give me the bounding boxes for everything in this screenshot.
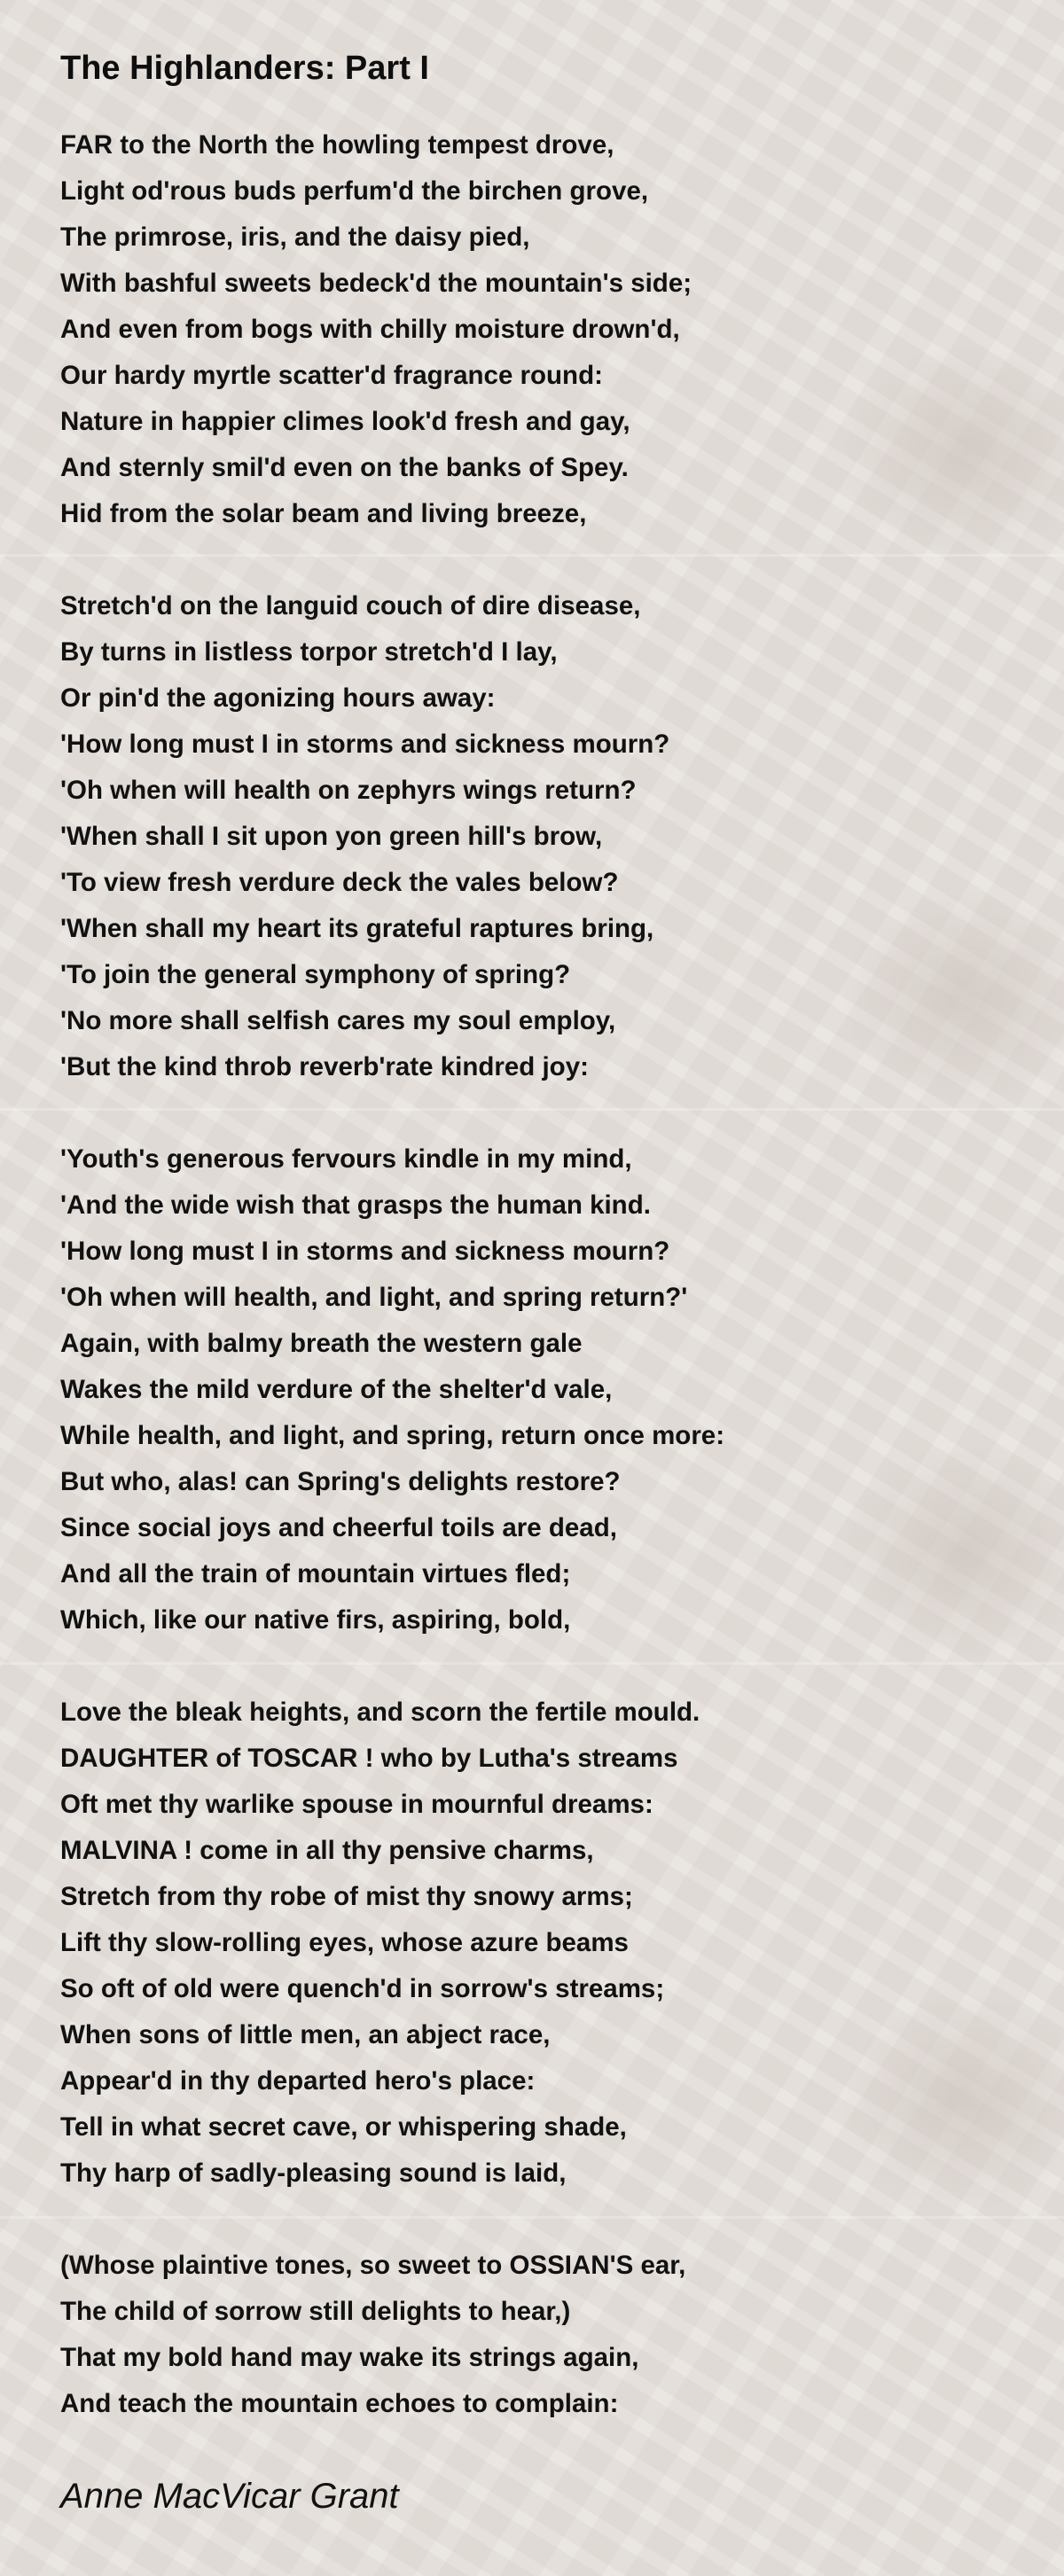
poem-line: Which, like our native firs, aspiring, bold, (60, 1605, 571, 1635)
poem-line: Since social joys and cheerful toils are dead, (60, 1513, 617, 1542)
poem-title: The Highlanders: Part I (60, 50, 429, 87)
poem-line: The primrose, iris, and the daisy pied, (60, 222, 530, 252)
poem-line: Or pin'd the agonizing hours away: (60, 683, 496, 713)
poem-line: 'When shall I sit upon yon green hill's brow, (60, 822, 603, 851)
poem-line: With bashful sweets bedeck'd the mountain's side; (60, 269, 692, 298)
poem-line: And teach the mountain echoes to complain: (60, 2389, 619, 2418)
poem-line: Wakes the mild verdure of the shelter'd vale, (60, 1375, 613, 1404)
poem-line: So oft of old were quench'd in sorrow's streams; (60, 1974, 665, 2003)
poem-stanza (60, 2243, 1036, 2427)
poem-line: When sons of little men, an abject race, (60, 2020, 551, 2049)
poem-line: 'How long must I in storms and sickness mourn? (60, 730, 670, 759)
poem-line: Hid from the solar beam and living breeze, (60, 499, 587, 528)
poem-line: Our hardy myrtle scatter'd fragrance round: (60, 361, 603, 390)
poem-line: Stretch from thy robe of mist thy snowy arms; (60, 1882, 633, 1911)
poem-line: 'Oh when will health, and light, and spring return?' (60, 1283, 688, 1312)
poem-line: 'But the kind throb reverb'rate kindred joy: (60, 1052, 589, 1081)
poem-line: MALVINA ! come in all thy pensive charms, (60, 1836, 594, 1865)
poem-line: 'Oh when will health on zephyrs wings return? (60, 776, 637, 805)
poem-line: 'How long must I in storms and sickness mourn? (60, 1237, 670, 1266)
poem-container (60, 46, 1036, 2519)
poem-line: Appear'd in thy departed hero's place: (60, 2066, 536, 2096)
poem-line: Stretch'd on the languid couch of dire disease, (60, 591, 641, 621)
poem-line: That my bold hand may wake its strings again, (60, 2343, 639, 2372)
poem-line: 'When shall my heart its grateful raptures bring, (60, 914, 654, 943)
poem-line: Thy harp of sadly-pleasing sound is laid, (60, 2158, 567, 2188)
poem-author: Anne MacVicar Grant (60, 2477, 399, 2516)
poem-line: By turns in listless torpor stretch'd I lay, (60, 637, 558, 667)
poem-line: 'To join the general symphony of spring? (60, 960, 571, 989)
poem-line: 'Youth's generous fervours kindle in my mind, (60, 1144, 632, 1174)
poem-line: FAR to the North the howling tempest drove, (60, 130, 614, 160)
poem-line: But who, alas! can Spring's delights restore? (60, 1467, 621, 1496)
poem-line: (Whose plaintive tones, so sweet to OSSIAN'S ear, (60, 2251, 686, 2280)
poem-line: And sternly smil'd even on the banks of Spey. (60, 453, 629, 482)
poem-line: Lift thy slow-rolling eyes, whose azure beams (60, 1928, 629, 1957)
poem-line: While health, and light, and spring, return once more: (60, 1421, 725, 1450)
poem-stanza (60, 122, 1036, 537)
poem-line: Love the bleak heights, and scorn the fertile mould. (60, 1698, 700, 1727)
poem-body (60, 122, 1036, 2427)
poem-line: Light od'rous buds perfum'd the birchen grove, (60, 176, 649, 206)
poem-stanza (60, 1690, 1036, 2197)
poem-stanza (60, 1136, 1036, 1643)
poem-line: 'And the wide wish that grasps the human kind. (60, 1190, 651, 1220)
poem-stanza (60, 583, 1036, 1090)
poem-line: The child of sorrow still delights to hear,) (60, 2297, 571, 2326)
poem-line: Again, with balmy breath the western gale (60, 1329, 583, 1358)
poem-line: And even from bogs with chilly moisture drown'd, (60, 315, 680, 344)
poem-line: Tell in what secret cave, or whispering shade, (60, 2112, 627, 2142)
poem-line: 'To view fresh verdure deck the vales below? (60, 868, 619, 897)
poem-line: 'No more shall selfish cares my soul employ, (60, 1006, 616, 1035)
poem-line: And all the train of mountain virtues fled; (60, 1559, 571, 1589)
poem-line: DAUGHTER of TOSCAR ! who by Lutha's streams (60, 1744, 678, 1773)
poem-line: Nature in happier climes look'd fresh and gay, (60, 407, 630, 436)
poem-line: Oft met thy warlike spouse in mournful dreams: (60, 1790, 653, 1819)
